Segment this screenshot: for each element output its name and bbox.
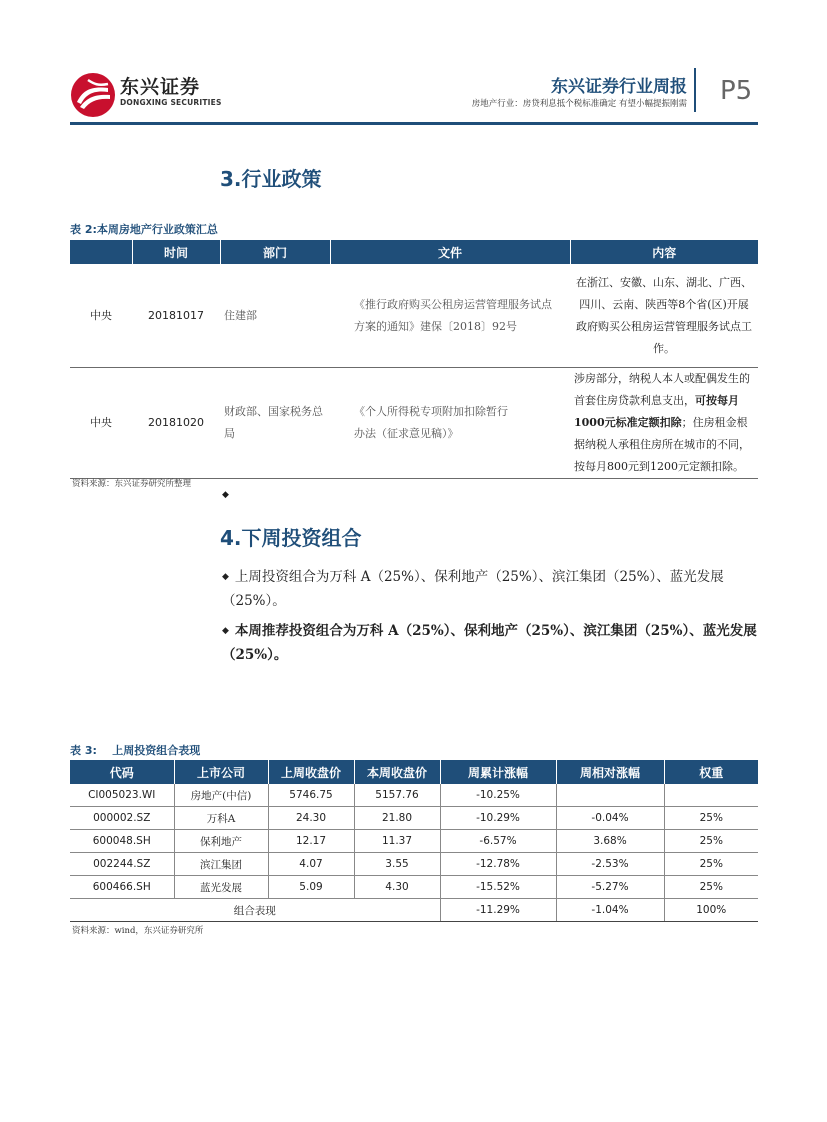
bullet-text: 上周投资组合为万科 A（25%）、保利地产（25%）、滨江集团（25%）、蓝光发展（25%）。 — [222, 569, 724, 609]
cell-summary-rel: -1.04% — [556, 899, 664, 922]
policy-table — [70, 240, 758, 479]
brand-name-cn: 东兴证券 — [120, 76, 201, 98]
policy-table-header — [70, 240, 758, 264]
header-cell-weight: 权重 — [664, 760, 758, 784]
policy-source-note: 资料来源：东兴证券研究所整理 — [72, 479, 192, 489]
cell-summary-label: 组合表现 — [70, 899, 440, 922]
cell-company: 蓝光发展 — [174, 876, 268, 899]
header-cell-cum-change: 周累计涨幅 — [440, 760, 556, 784]
cell-summary-cum: -11.29% — [440, 899, 556, 922]
header-divider — [694, 68, 696, 112]
portfolio-table — [70, 760, 758, 922]
cell-code: 000002.SZ — [70, 807, 174, 830]
cell-prev-close: 4.07 — [268, 853, 354, 876]
table-row — [70, 368, 758, 479]
report-subtitle: 房地产行业：房贷利息抵个税标准确定 有望小幅提振刚需 — [471, 99, 687, 109]
header-rule — [70, 122, 758, 125]
brand-name-en: DONGXING SECURITIES — [120, 98, 222, 107]
cell-curr-close: 5157.76 — [354, 784, 440, 807]
policy-content — [570, 368, 758, 479]
cell-rel-change: 3.68% — [556, 830, 664, 853]
cell-cum-change: -12.78% — [440, 853, 556, 876]
table-row — [70, 876, 758, 899]
policy-date: 20181020 — [132, 368, 220, 479]
cell-curr-close: 4.30 — [354, 876, 440, 899]
cell-rel-change: -2.53% — [556, 853, 664, 876]
table-row — [70, 784, 758, 807]
cell-curr-close: 21.80 — [354, 807, 440, 830]
report-title: 东兴证券行业周报 — [551, 77, 687, 97]
cell-weight: 25% — [664, 876, 758, 899]
bullet-icon: ◆ — [222, 572, 229, 582]
policy-level: 中央 — [70, 264, 132, 368]
cell-company: 房地产(中信) — [174, 784, 268, 807]
header-cell-prev-close: 上周收盘价 — [268, 760, 354, 784]
summary-row — [70, 899, 758, 922]
policy-file: 《个人所得税专项附加扣除暂行办法（征求意见稿）》 — [330, 368, 570, 479]
cell-company: 滨江集团 — [174, 853, 268, 876]
cell-weight — [664, 784, 758, 807]
table-caption-policy: 表 2:本周房地产行业政策汇总 — [70, 223, 218, 236]
header-cell-code: 代码 — [70, 760, 174, 784]
header-cell-company: 上市公司 — [174, 760, 268, 784]
portfolio-source-note: 资料来源：wind，东兴证券研究所 — [72, 926, 204, 936]
cell-curr-close: 11.37 — [354, 830, 440, 853]
header-cell-rel-change: 周相对涨幅 — [556, 760, 664, 784]
policy-dept: 住建部 — [220, 264, 330, 368]
header-cell-time: 时间 — [132, 240, 220, 264]
cell-weight: 25% — [664, 853, 758, 876]
section-title-portfolio: 4.下周投资组合 — [220, 526, 362, 550]
header-cell-file: 文件 — [330, 240, 570, 264]
cell-company: 万科A — [174, 807, 268, 830]
table-row — [70, 830, 758, 853]
policy-content-bold: 可按每月 1000元标准定额扣除 — [574, 394, 739, 429]
cell-cum-change: -10.29% — [440, 807, 556, 830]
cell-weight: 25% — [664, 807, 758, 830]
table-row — [70, 807, 758, 830]
stray-bullet-icon: ◆ — [222, 490, 229, 500]
cell-prev-close: 5.09 — [268, 876, 354, 899]
cell-summary-weight: 100% — [664, 899, 758, 922]
cell-curr-close: 3.55 — [354, 853, 440, 876]
policy-content — [570, 264, 758, 368]
cell-code: 600048.SH — [70, 830, 174, 853]
cell-prev-close: 5746.75 — [268, 784, 354, 807]
cell-weight: 25% — [664, 830, 758, 853]
policy-content-text: 在浙江、安徽、山东、湖北、广西、四川、云南、陕西等8个省(区)开展政府购买公租房运营管理服务试点工作。 — [576, 275, 752, 355]
cell-rel-change: -0.04% — [556, 807, 664, 830]
policy-date: 20181017 — [132, 264, 220, 368]
policy-content-post: ；住房租金根据纳税人承租住房所在城市的不同，按每月800元到1200元定额扣除。 — [574, 416, 750, 473]
bullet-last-week — [222, 565, 762, 613]
page-number: P5 — [720, 76, 753, 106]
policy-dept: 财政部、国家税务总局 — [220, 368, 330, 479]
cell-code: CI005023.WI — [70, 784, 174, 807]
bullet-this-week — [222, 619, 762, 667]
bullet-icon: ◆ — [222, 626, 229, 636]
cell-cum-change: -6.57% — [440, 830, 556, 853]
header-cell-content: 内容 — [570, 240, 758, 264]
cell-prev-close: 24.30 — [268, 807, 354, 830]
header-cell-curr-close: 本周收盘价 — [354, 760, 440, 784]
cell-code: 002244.SZ — [70, 853, 174, 876]
cell-cum-change: -10.25% — [440, 784, 556, 807]
policy-level: 中央 — [70, 368, 132, 479]
section-title-policy: 3.行业政策 — [220, 167, 322, 191]
table-row — [70, 264, 758, 368]
header-cell-blank — [70, 240, 132, 264]
cell-rel-change: -5.27% — [556, 876, 664, 899]
portfolio-table-header — [70, 760, 758, 784]
bullet-text: 本周推荐投资组合为万科 A（25%）、保利地产（25%）、滨江集团（25%）、蓝光发展（25%）。 — [222, 623, 757, 663]
cell-code: 600466.SH — [70, 876, 174, 899]
cell-rel-change — [556, 784, 664, 807]
dongxing-logo-icon — [70, 72, 116, 118]
policy-content-text: 涉房部分，纳税人本人或配偶发生的首套住房贷款利息支出， — [574, 372, 750, 407]
cell-cum-change: -15.52% — [440, 876, 556, 899]
cell-company: 保利地产 — [174, 830, 268, 853]
policy-file: 《推行政府购买公租房运营管理服务试点方案的通知》建保〔2018〕92号 — [330, 264, 570, 368]
cell-prev-close: 12.17 — [268, 830, 354, 853]
table-row — [70, 853, 758, 876]
table-caption-portfolio: 表 3: 上周投资组合表现 — [70, 744, 201, 757]
header-cell-dept: 部门 — [220, 240, 330, 264]
